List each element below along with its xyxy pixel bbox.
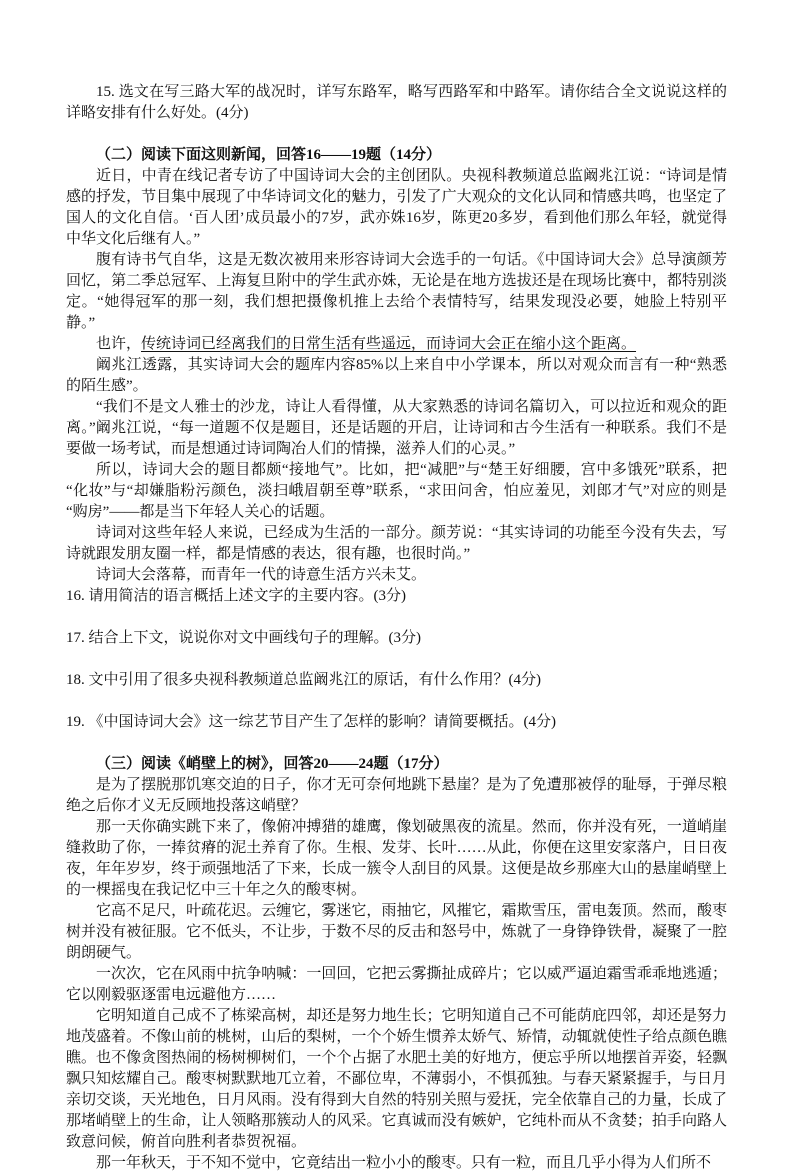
underlined-sentence: 传统诗词已经离我们的日常生活有些遥远，而诗词大会正在缩小这个距离。 [141,336,637,352]
news-paragraph-8: 诗词大会落幕，而青年一代的诗意生活方兴未艾。 [96,567,427,583]
question-18: 18. 文中引用了很多央视科教频道总监阚兆江的原话，有什么作用？(4分) [66,672,541,688]
news-paragraph-6: 所以，诗词大会的题目都颇“接地气”。比如，把“减肥”与“楚王好细腰，宫中多饿死”联系，把“化妆”与“却嫌脂粉污颜色，淡扫峨眉朝至尊”联系，“求田问舍，怕应羞见，刘郎才气”对应的则是“购房”——都是当下年轻人关心的话题。 [66,462,727,520]
news-paragraph-3 [66,334,727,355]
essay-paragraph-6: 那一年秋天，于不知不觉中，它竟结出一粒小小的酸枣。只有一粒，而且几乎小得为人们所不 [96,1155,712,1171]
news-paragraph-4: 阚兆江透露，其实诗词大会的题库内容85%以上来自中小学课本，所以对观众而言有一种“熟悉的陌生感”。 [66,357,727,394]
question-16: 16. 请用简洁的语言概括上述文字的主要内容。(3分) [66,588,406,604]
essay-paragraph-4: 一次次，它在风雨中抗争呐喊：一回回，它把云雾撕扯成碎片；它以威严逼迫霜雪乖乖地逃遁；它以刚毅驱逐雷电远避他方…… [66,966,727,1003]
essay-paragraph-2: 那一天你确实跳下来了，像俯冲搏猎的雄鹰，像划破黑夜的流星。然而，你并没有死，一道峭崖缝救助了你，一捧贫瘠的泥土养育了你。生根、发芽、长叶……从此，你便在这里安家落户，日日夜夜，年年岁岁，终于顽强地活了下来，长成一簇令人刮目的风景。这便是故乡那座大山的悬崖峭壁上的一棵摇曳在我记忆中三十年之久的酸枣树。 [66,819,727,898]
essay-paragraph-5: 它明知道自己成不了栋梁高树，却还是努力地生长；它明知道自己不可能荫庇四邻，却还是努力地茂盛着。不像山前的桃树，山后的梨树，一个个娇生惯养太娇气、矫情，动辄就使性子给点颜色瞧瞧。也不像贪图热闹的杨树柳树们，一个个占据了水肥土美的好地方，便忘乎所以地摆首弄姿，轻飘飘只知炫耀自己。酸枣树默默地兀立着，不鄙位卑，不薄弱小，不惧孤独。与春天紧紧握手，与日月亲切交谈，天光地色，日月风雨。没有得到大自然的特别关照与爱抚，完全依靠自己的力量，长成了那堵峭壁上的生命，让人领略那簇动人的风采。它真诚而没有嫉妒，它纯朴而从不贪婪；拍手向路人致意问候，俯首向胜利者恭贺祝福。 [66,1008,727,1150]
essay-paragraph-1: 是为了摆脱那饥寒交迫的日子，你才无可奈何地跳下悬崖？是为了免遭那被俘的耻辱，于弹尽粮绝之后你才义无反顾地投落这峭壁？ [66,777,727,814]
section-2-header: （二）阅读下面这则新闻，回答16——19题（14分） [96,147,442,163]
section-3-header: （三）阅读《峭壁上的树》，回答20——24题（17分） [96,756,449,772]
news-paragraph-5: “我们不是文人雅士的沙龙，诗让人看得懂，从大家熟悉的诗词名篇切入，可以拉近和观众的距离。”阚兆江说，“每一道题不仅是题目，还是话题的开启，让诗词和古今生活有一种联系。我们不是要做一场考试，而是想通过诗词陶冶人们的情操，滋养人们的心灵。” [66,399,727,457]
question-15: 15. 选文在写三路大军的战况时，详写东路军，略写西路军和中路军。请你结合全文说说这样的详略安排有什么好处。(4分) [66,84,727,121]
news-paragraph-7: 诗词对这些年轻人来说，已经成为生活的一部分。颜芳说：“其实诗词的功能至今没有失去，写诗就跟发朋友圈一样，都是情感的表达，很有趣，也很时尚。” [66,525,727,562]
underline-prefix-text: 也许， [96,336,142,352]
news-paragraph-1: 近日，中青在线记者专访了中国诗词大会的主创团队。央视科教频道总监阚兆江说：“诗词是情感的抒发，节目集中展现了中华诗词文化的魅力，引发了广大观众的文化认同和情感共鸣，也坚定了国人的文化自信。‘百人团’成员最小的7岁，武亦姝16岁，陈更20多岁，看到他们那么年轻，就觉得中华文化后继有人。” [66,168,727,247]
essay-paragraph-3: 它高不足尺，叶疏花迟。云缠它，雾迷它，雨抽它，风摧它，霜欺雪压，雷电轰顶。然而，酸枣树并没有被征服。它不低头，不让步，于数不尽的反击和怒号中，炼就了一身铮铮铁骨，凝聚了一腔朗朗硬气。 [66,903,727,961]
question-19: 19. 《中国诗词大会》这一综艺节目产生了怎样的影响？请简要概括。(4分) [66,714,556,730]
question-17: 17. 结合上下文，说说你对文中画线句子的理解。(3分) [66,630,421,646]
news-paragraph-2: 腹有诗书气自华，这是无数次被用来形容诗词大会选手的一句话。《中国诗词大会》总导演颜芳回忆，第二季总冠军、上海复旦附中的学生武亦姝，无论是在地方选拔还是在现场比赛中，都特别淡定。“她得冠军的那一刻，我们想把摄像机推上去给个表情特写，结果发现没必要，她脸上特别平静。” [66,252,727,331]
